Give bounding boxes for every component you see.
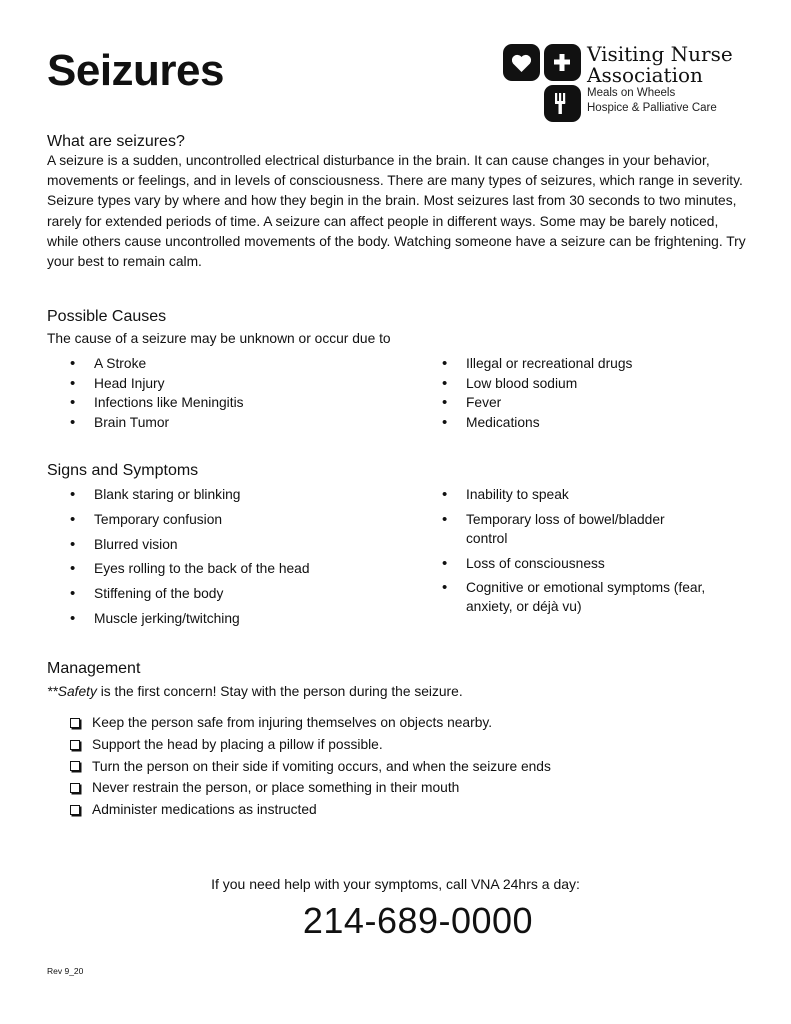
what-heading: What are seizures? <box>47 133 185 150</box>
checkbox-icon <box>70 805 80 815</box>
logo-name-line2: Association <box>587 63 703 87</box>
checkbox-icon <box>70 740 80 750</box>
list-item: • Infections like Meningitis <box>70 393 244 413</box>
management-intro <box>47 682 747 702</box>
help-text: If you need help with your symptoms, call VNA 24hrs a day: <box>211 876 580 892</box>
checklist-item: Administer medications as instructed <box>70 799 551 821</box>
logo-name-line1: Visiting Nurse <box>587 42 733 66</box>
list-item: • Illegal or recreational drugs <box>442 354 632 374</box>
list-item: • Blurred vision <box>70 535 310 554</box>
list-item: • Fever <box>442 393 632 413</box>
revision-label: Rev 9_20 <box>47 966 84 976</box>
causes-intro: The cause of a seizure may be unknown or occur due to <box>47 331 391 346</box>
management-intro-rest: is the first concern! Stay with the person during the seizure. <box>96 684 463 699</box>
management-heading: Management <box>47 660 141 677</box>
list-item: • A Stroke <box>70 354 244 374</box>
list-item: • Head Injury <box>70 374 244 394</box>
causes-list-left <box>70 354 244 432</box>
list-item: • Medications <box>442 413 632 433</box>
list-item: • Inability to speak <box>442 485 747 504</box>
checklist-item: Turn the person on their side if vomiting occurs, and when the seizure ends <box>70 756 551 778</box>
checkbox-icon <box>70 783 80 793</box>
list-item: • Muscle jerking/twitching <box>70 609 310 628</box>
checklist-item: Keep the person safe from injuring themselves on objects nearby. <box>70 712 551 734</box>
list-item: • Temporary loss of bowel/bladder control <box>442 510 696 548</box>
causes-heading: Possible Causes <box>47 308 167 325</box>
checklist-item: Never restrain the person, or place something in their mouth <box>70 777 551 799</box>
logo-sub-line1: Meals on Wheels <box>587 87 676 99</box>
list-item: • Stiffening of the body <box>70 584 310 603</box>
list-item: • Blank staring or blinking <box>70 485 310 504</box>
what-paragraph: A seizure is a sudden, uncontrolled electrical disturbance in the brain. It can cause changes in your behavior, movements or feelings, and in levels of consciousness. There are many types of seizures, which range in severity. Seizure types vary by where and how they begin in the brain. Most seizures last from 30 seconds to two minutes, rarely for extended periods of time. A seizure can affect people in different ways. Some may be barely noticed, while others cause uncontrolled movements of the body. Watching someone have a seizure can be frightening. Try your best to remain calm. <box>47 153 746 270</box>
checkbox-icon <box>70 761 80 771</box>
page-title: Seizures <box>47 46 224 95</box>
list-item: • Brain Tumor <box>70 413 244 433</box>
vna-logo-icon <box>503 44 581 122</box>
list-item: • Cognitive or emotional symptoms (fear, anxiety, or déjà vu) <box>442 578 747 616</box>
safety-emphasis: **Safety <box>47 684 97 699</box>
list-item: • Loss of consciousness <box>442 554 747 573</box>
phone-number: 214-689-0000 <box>302 900 534 941</box>
vna-logo <box>503 44 763 126</box>
checkbox-icon <box>70 718 80 728</box>
list-item: • Low blood sodium <box>442 374 632 394</box>
management-checklist <box>70 712 551 821</box>
causes-list-right <box>442 354 632 432</box>
signs-list-right <box>442 485 747 622</box>
signs-heading: Signs and Symptoms <box>47 462 199 479</box>
list-item: • Temporary confusion <box>70 510 310 529</box>
checklist-item: Support the head by placing a pillow if possible. <box>70 734 551 756</box>
signs-list-left <box>70 485 310 634</box>
list-item: • Eyes rolling to the back of the head <box>70 559 310 578</box>
logo-sub-line2: Hospice & Palliative Care <box>587 102 717 114</box>
